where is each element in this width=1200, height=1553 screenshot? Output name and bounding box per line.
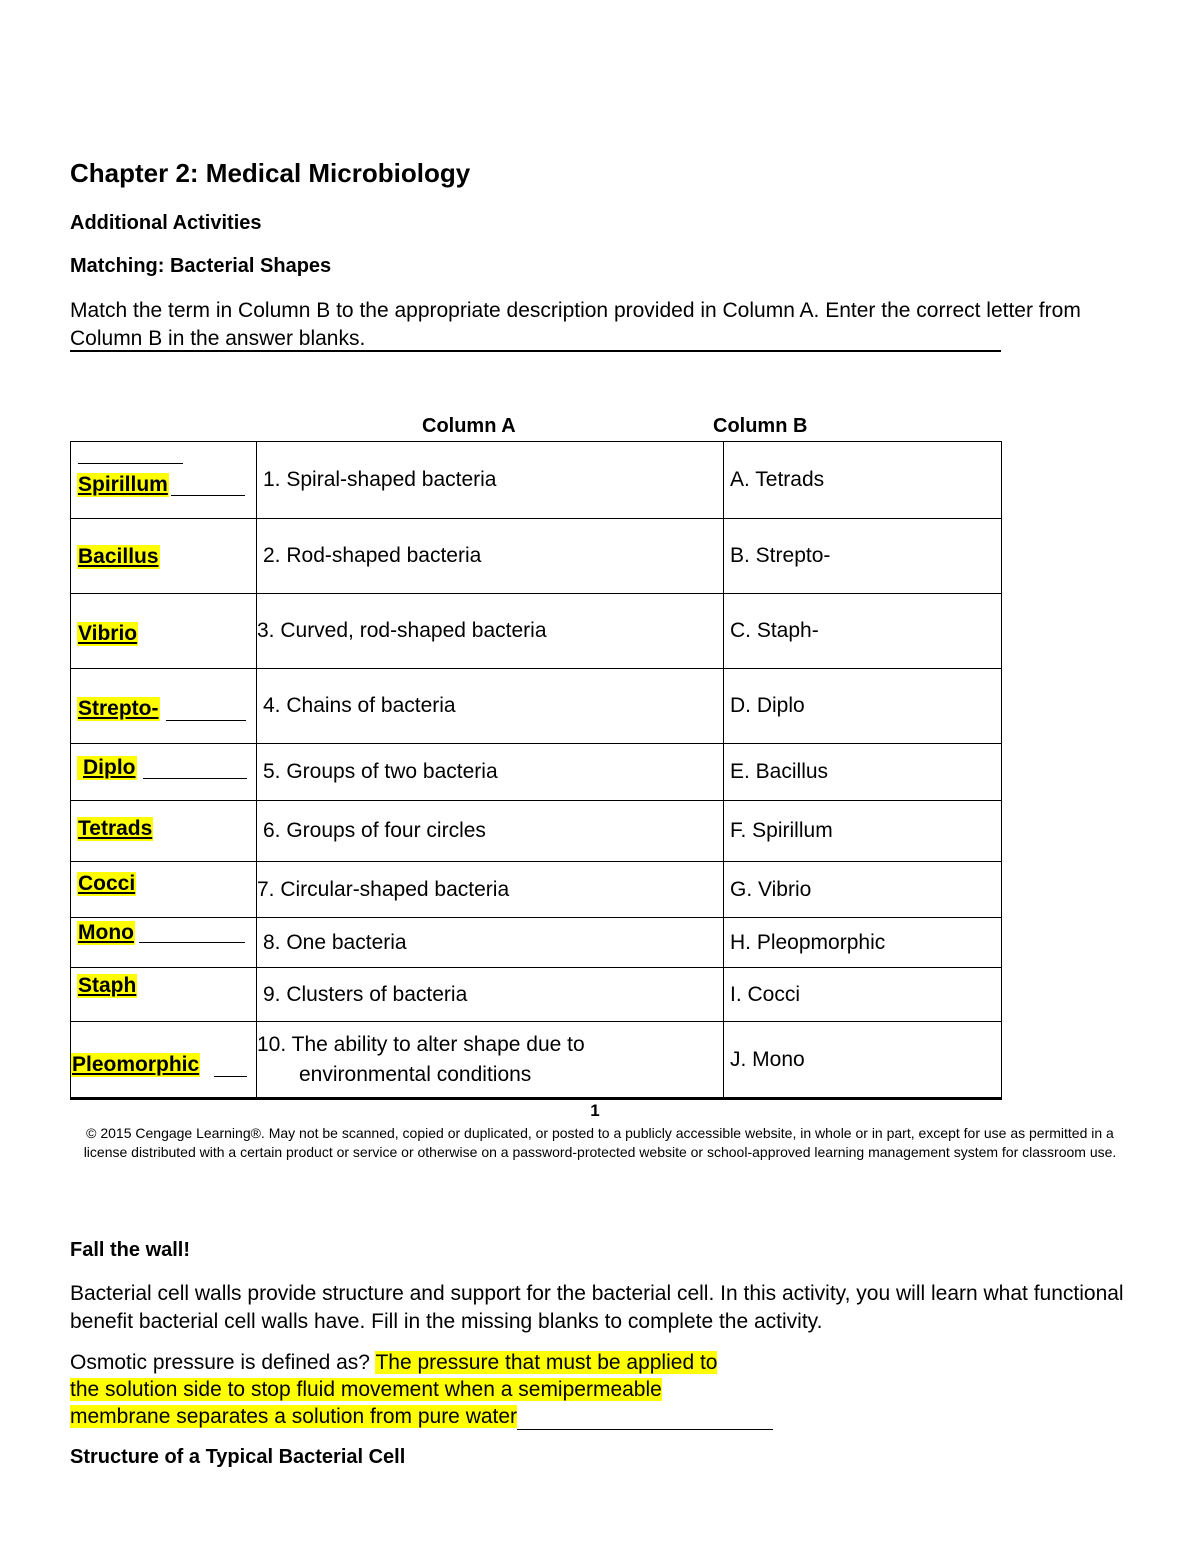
copyright-notice: © 2015 Cengage Learning®. May not be scanned, copied or duplicated, or posted to a publicly accessible website, in whole or in part, except for use as permitted in a license distributed with a certain product or service or otherwise on a password-protected website or school-approved learning management system for classroom use. <box>83 1125 1117 1160</box>
answer-blank-line[interactable] <box>517 1405 773 1430</box>
instructions: Match the term in Column B to the appropriate description provided in Column A. Enter the correct letter from Column B in the answer blanks. <box>70 299 1081 350</box>
description-line: 10. The ability to alter shape due to <box>257 1032 585 1056</box>
description-cell: 2. Rod-shaped bacteria <box>257 519 724 594</box>
answer-text: Diplo <box>77 756 137 780</box>
description-cell: 4. Chains of bacteria <box>257 669 724 744</box>
column-b-cell: I. Cocci <box>724 968 1002 1022</box>
answer-blank-line <box>143 778 247 779</box>
highlighted-answer: membrane separates a solution from pure water <box>70 1405 518 1428</box>
column-b-cell: B. Strepto- <box>724 519 1002 594</box>
column-b-cell: H. Pleopmorphic <box>724 918 1002 968</box>
table-row <box>71 862 1002 918</box>
answer-cell[interactable] <box>71 862 257 918</box>
column-b-cell: A. Tetrads <box>724 442 1002 519</box>
answer-text: Bacillus <box>78 545 159 568</box>
answer-text: Spirillum <box>78 473 168 496</box>
chapter-title: Chapter 2: Medical Microbiology <box>70 158 471 188</box>
answer-text: Staph <box>78 974 137 997</box>
column-b-cell: C. Staph- <box>724 594 1002 669</box>
answer-text: Cocci <box>78 872 136 895</box>
answer-cell[interactable] <box>71 918 257 968</box>
table-row <box>71 744 1002 801</box>
matching-title: Matching: Bacterial Shapes <box>70 255 332 277</box>
description-cell: 8. One bacteria <box>257 918 724 968</box>
answer-text: Strepto- <box>78 697 159 720</box>
description-cell: 5. Groups of two bacteria <box>257 744 724 801</box>
table-row <box>71 918 1002 968</box>
description-cell: 6. Groups of four circles <box>257 801 724 862</box>
answer-cell[interactable] <box>71 744 257 801</box>
answer-cell[interactable] <box>71 968 257 1022</box>
description-line: environmental conditions <box>299 1062 532 1086</box>
answer-blank-line <box>78 463 183 464</box>
section-title: Additional Activities <box>70 212 262 234</box>
column-b-cell: J. Mono <box>724 1022 1002 1099</box>
column-b-header: Column B <box>713 415 808 437</box>
instructions-underline <box>70 350 1001 352</box>
description-cell <box>257 1022 724 1099</box>
table-row <box>71 968 1002 1022</box>
answer-cell[interactable] <box>71 669 257 744</box>
description-cell: 9. Clusters of bacteria <box>257 968 724 1022</box>
description-cell: 7. Circular-shaped bacteria <box>257 862 724 918</box>
answer-text: Tetrads <box>78 817 153 840</box>
answer-blank-line <box>214 1076 247 1077</box>
answer-blank-line <box>166 720 246 721</box>
answer-text: Pleomorphic <box>72 1053 200 1076</box>
highlighted-answer: the solution side to stop fluid movement when a semipermeable <box>70 1378 662 1401</box>
osmotic-pressure-question <box>70 1349 1130 1430</box>
column-b-cell: D. Diplo <box>724 669 1002 744</box>
column-b-cell: F. Spirillum <box>724 801 1002 862</box>
table-row <box>71 594 1002 669</box>
column-a-header: Column A <box>422 415 516 437</box>
answer-blank-line <box>139 942 245 943</box>
fall-wall-title: Fall the wall! <box>70 1239 191 1261</box>
answer-blank-line <box>171 495 245 496</box>
fall-wall-text: Bacterial cell walls provide structure and support for the bacterial cell. In this activity, you will learn what functional benefit bacterial cell walls have. Fill in the missing blanks to complete the activity. <box>70 1282 1124 1333</box>
table-row <box>71 442 1002 519</box>
answer-cell[interactable] <box>71 594 257 669</box>
highlighted-answer: The pressure that must be applied to <box>375 1351 718 1374</box>
description-cell: 3. Curved, rod-shaped bacteria <box>257 594 724 669</box>
answer-cell[interactable] <box>71 1022 257 1099</box>
answer-cell[interactable] <box>71 519 257 594</box>
answer-cell[interactable] <box>71 442 257 519</box>
column-b-cell: G. Vibrio <box>724 862 1002 918</box>
table-row <box>71 801 1002 862</box>
description-cell: 1. Spiral-shaped bacteria <box>257 442 724 519</box>
table-row <box>71 519 1002 594</box>
table-row <box>71 669 1002 744</box>
table-row <box>71 1022 1002 1099</box>
answer-text: Mono <box>78 921 134 944</box>
answer-cell[interactable] <box>71 801 257 862</box>
matching-table <box>70 441 1002 1100</box>
structure-title: Structure of a Typical Bacterial Cell <box>70 1446 406 1468</box>
question-text: Osmotic pressure is defined as? <box>70 1351 376 1374</box>
column-b-cell: E. Bacillus <box>724 744 1002 801</box>
answer-text: Vibrio <box>78 622 138 645</box>
page-number: 1 <box>590 1101 600 1120</box>
